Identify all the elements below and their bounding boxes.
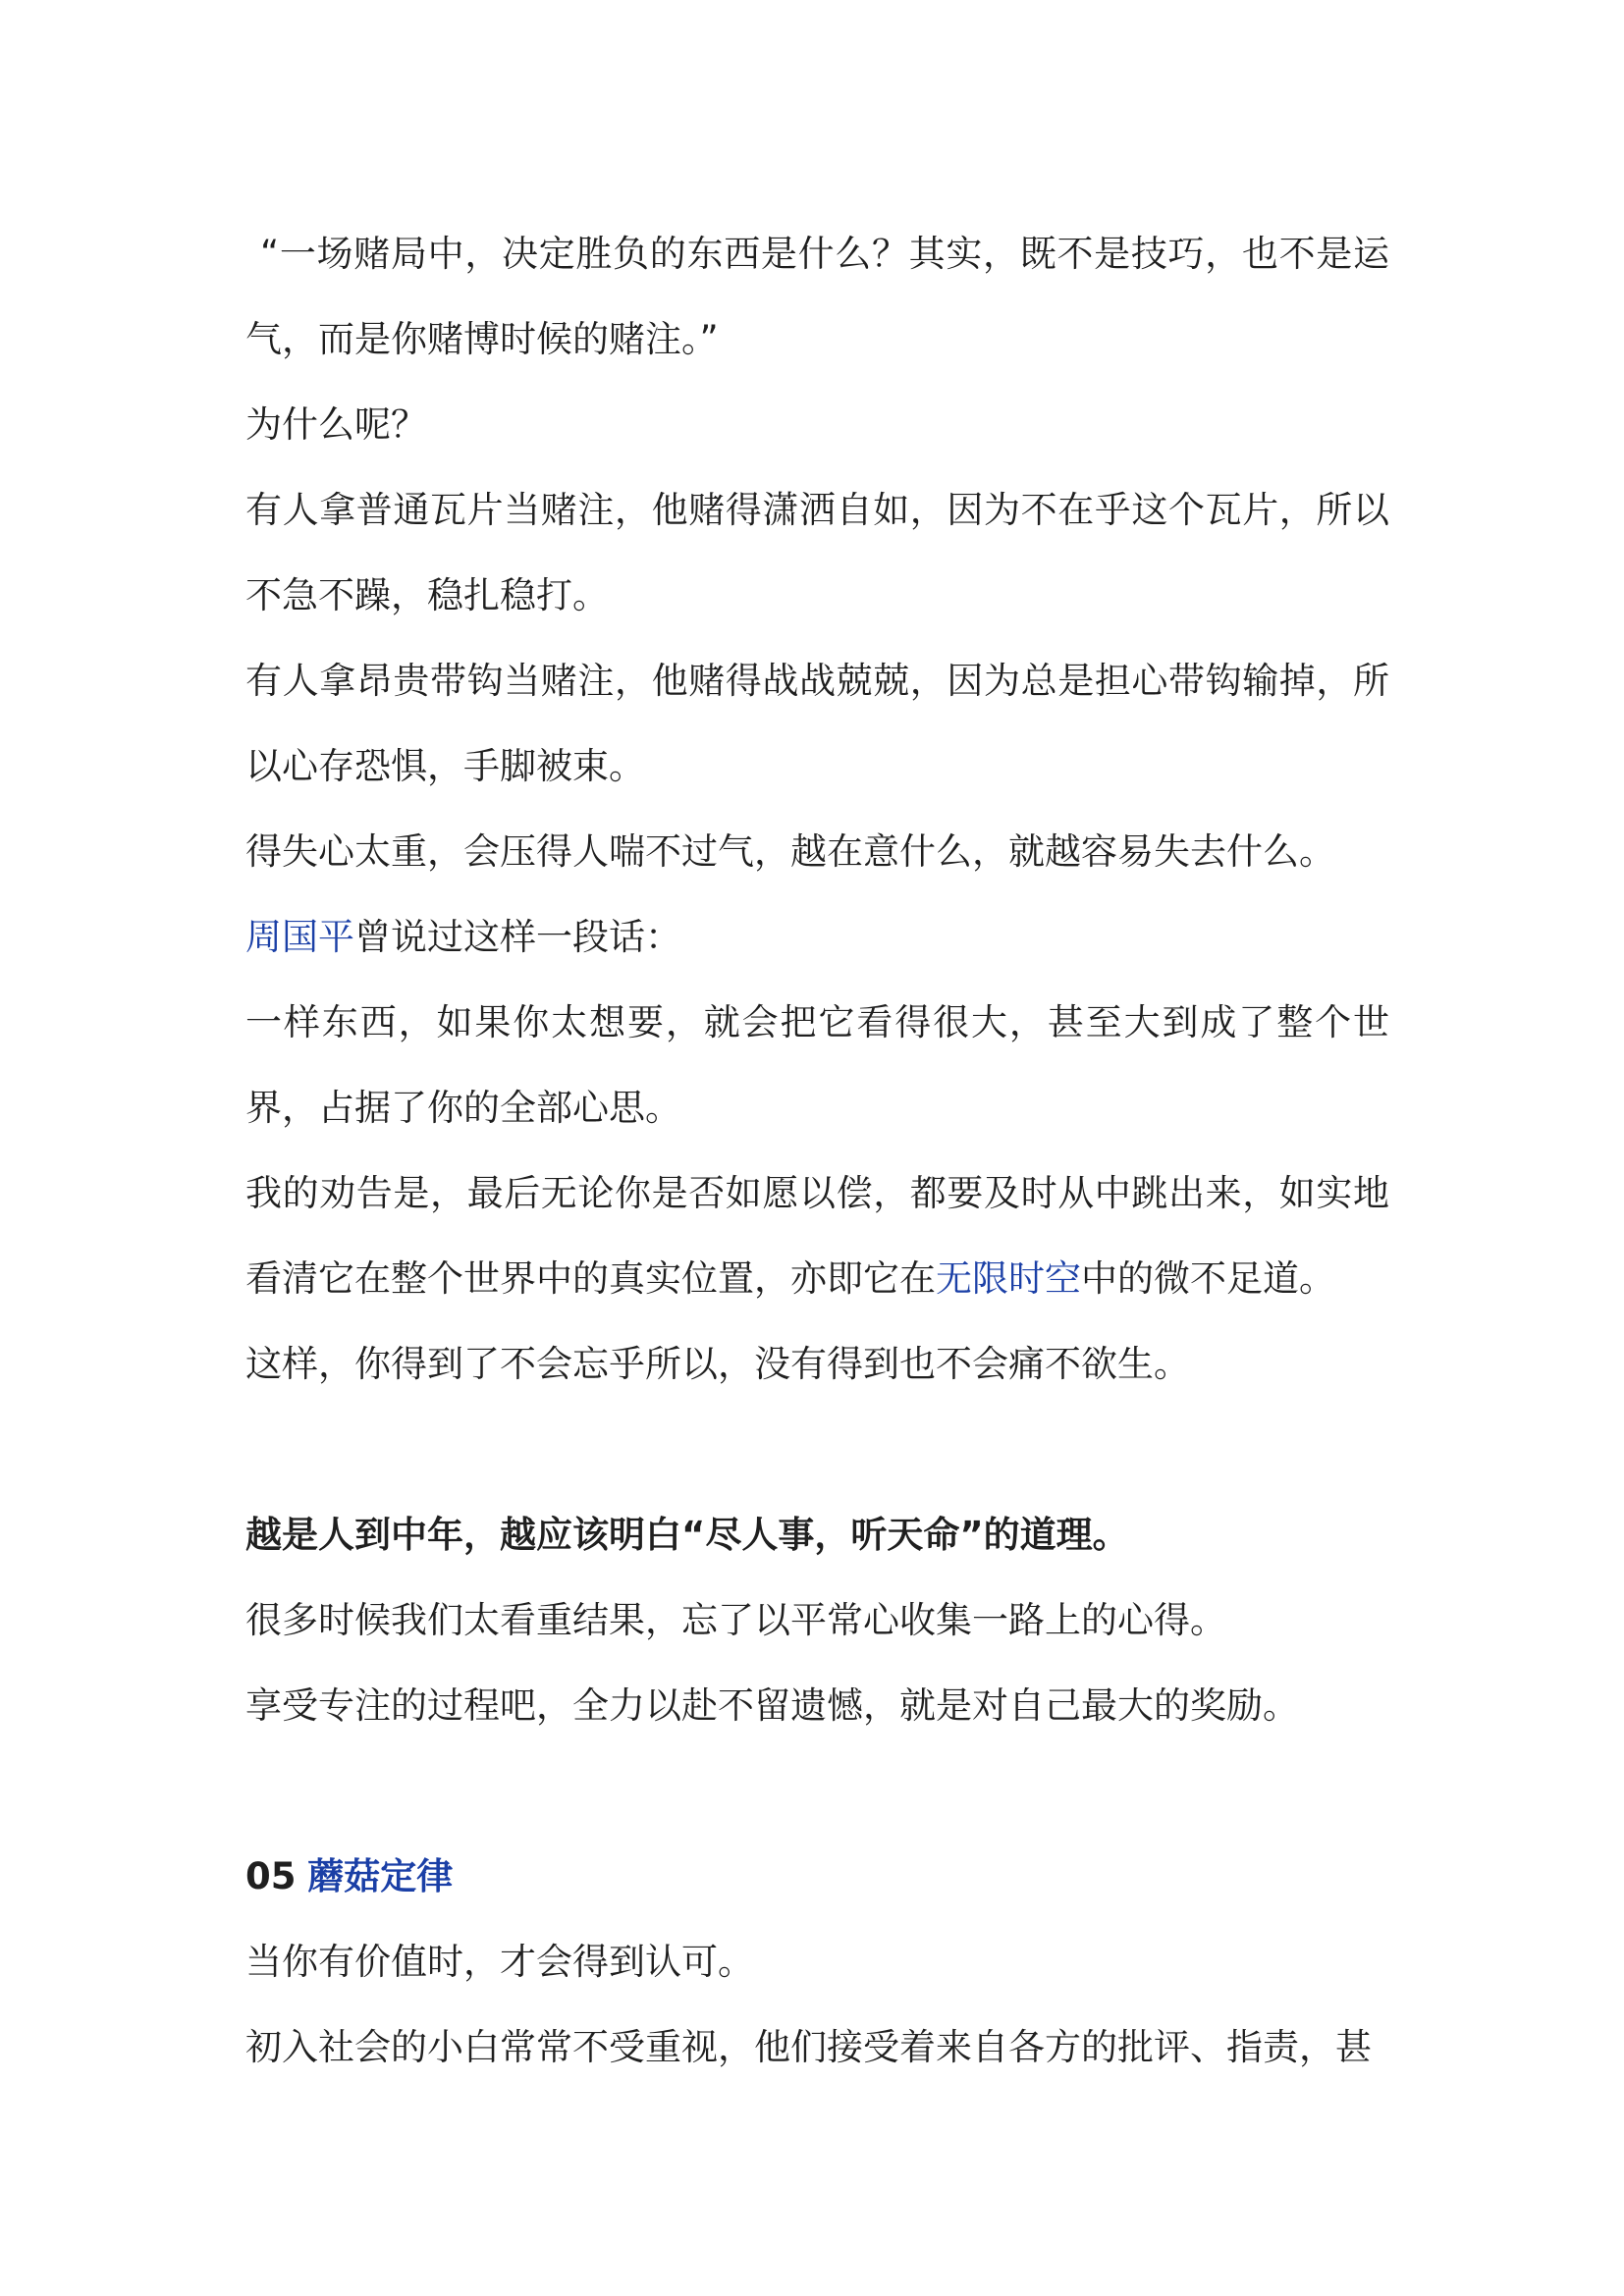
hook-bet-paragraph: 有人拿昂贵带钩当赌注，他赌得战战兢兢，因为总是担心带钩输掉，所以心存恐惧，手脚被束。 <box>245 660 1389 787</box>
section-number: 05 <box>245 1855 297 1897</box>
paragraph-gap <box>245 1407 1389 1492</box>
advice-paragraph <box>245 1150 1389 1321</box>
quote-paragraph: “一场赌局中，决定胜负的东西是什么？其实，既不是技巧，也不是运气，而是你赌博时候的赌注。” <box>245 233 1389 360</box>
question-paragraph: 为什么呢？ <box>245 403 427 446</box>
quote-intro-text: 曾说过这样一段话： <box>354 916 681 958</box>
article-body <box>245 211 1389 2090</box>
quote-intro-paragraph <box>245 894 1389 980</box>
section-title-link[interactable]: 蘑菇定律 <box>307 1855 454 1897</box>
section-gap <box>245 1748 1389 1834</box>
infinite-spacetime-link[interactable]: 无限时空 <box>936 1257 1081 1300</box>
gain-loss-paragraph: 得失心太重，会压得人喘不过气，越在意什么，就越容易失去什么。 <box>245 830 1335 873</box>
tile-bet-paragraph: 有人拿普通瓦片当赌注，他赌得潇洒自如，因为不在乎这个瓦片，所以不急不躁，稳扎稳打。 <box>245 489 1389 616</box>
advice-text-before: 我的劝告是，最后无论你是否如愿以偿，都要及时从中跳出来，如实地看清它在整个世界中的真实位置，亦即它在 <box>245 1172 1389 1300</box>
bold-statement: 越是人到中年，越应该明白“尽人事，听天命”的道理。 <box>245 1514 1129 1556</box>
value-paragraph: 当你有价值时，才会得到认可。 <box>245 1941 754 1983</box>
author-link[interactable]: 周国平 <box>245 916 354 958</box>
enjoy-process-paragraph: 享受专注的过程吧，全力以赴不留遗憾，就是对自己最大的奖励。 <box>245 1684 1299 1727</box>
result-paragraph: 很多时候我们太看重结果，忘了以平常心收集一路上的心得。 <box>245 1599 1226 1641</box>
quoted-passage-paragraph: 一样东西，如果你太想要，就会把它看得很大，甚至大到成了整个世界，占据了你的全部心思。 <box>245 1001 1389 1129</box>
section-heading <box>245 1834 1389 1919</box>
advice-text-after: 中的微不足道。 <box>1081 1257 1335 1300</box>
conclusion-paragraph: 这样，你得到了不会忘乎所以，没有得到也不会痛不欲生。 <box>245 1343 1190 1385</box>
newcomer-paragraph: 初入社会的小白常常不受重视，他们接受着来自各方的批评、指责，甚 <box>245 2026 1372 2068</box>
